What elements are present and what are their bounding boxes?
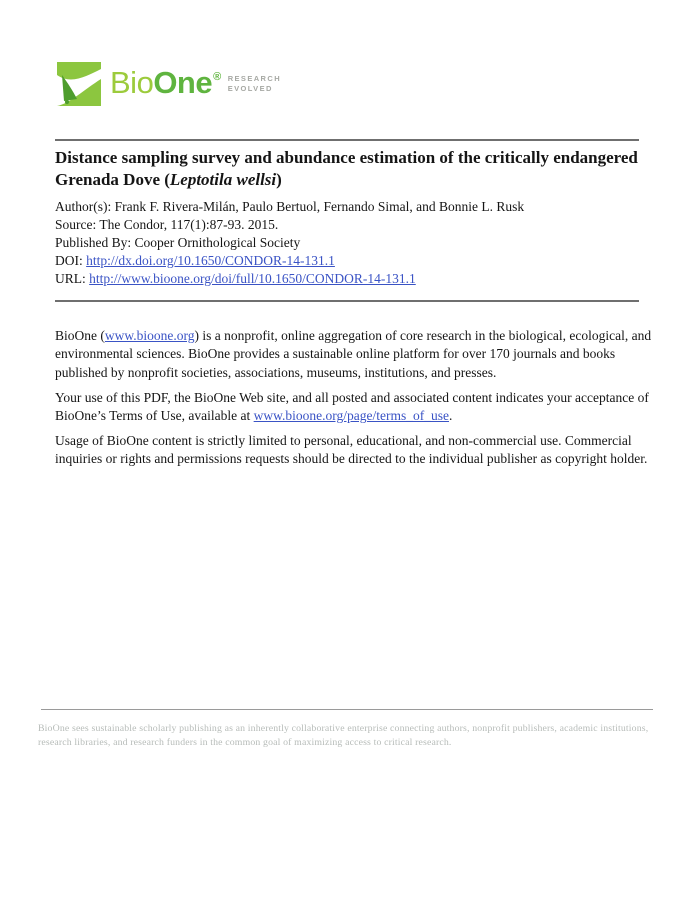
doi-line	[55, 252, 647, 270]
p1-text-after: ) is a nonprofit, online aggregation of core research in the biological, ecological, and environmental sciences. BioOne provides a sustainable online platform for over 170 journals and books published by nonprofit societies, associations, museums, institutions, and presses.	[55, 328, 652, 380]
logo-wordmark	[110, 62, 221, 111]
fulltext-url-link[interactable]: http://www.bioone.org/doi/full/10.1650/CONDOR-14-131.1	[89, 271, 416, 286]
title-species-italic: Leptotila wellsi	[169, 170, 277, 189]
source-line: Source: The Condor, 117(1):87-93. 2015.	[55, 217, 279, 232]
title-suffix: )	[276, 170, 282, 189]
tagline-line-1: RESEARCH	[227, 74, 282, 83]
logo-one-text: One	[153, 65, 213, 100]
p2-text-before: Your use of this PDF, the BioOne Web site, and all posted and associated content indicates your acceptance of BioOne’s Terms of Use, available at	[55, 390, 649, 424]
p1-text-before: BioOne (	[55, 328, 105, 343]
logo-tagline	[228, 74, 281, 93]
logo-bio-text: Bio	[110, 65, 154, 100]
citation-block	[55, 198, 647, 288]
bioone-org-link[interactable]: www.bioone.org	[104, 328, 195, 343]
published-by-line: Published By: Cooper Ornithological Society	[55, 235, 301, 250]
tagline-line-2: EVOLVED	[227, 83, 273, 93]
terms-of-use-link[interactable]: www.bioone.org/page/terms_of_use	[253, 408, 449, 424]
paragraph-terms-of-use	[55, 389, 652, 426]
doi-link[interactable]: http://dx.doi.org/10.1650/CONDOR-14-131.1	[86, 253, 335, 268]
paragraph-usage-restrictions: Usage of BioOne content is strictly limited to personal, educational, and non-commercial use. Commercial inquiries or rights and permissions requests should be directed to the individual publisher as copyright holder.	[55, 433, 648, 467]
paragraph-bioone-description	[55, 327, 652, 382]
url-line	[55, 270, 647, 288]
bioone-leaf-icon	[57, 62, 101, 106]
divider-above-title	[55, 139, 639, 141]
article-title	[55, 147, 647, 191]
authors-line: Author(s): Frank F. Rivera-Milán, Paulo Bertuol, Fernando Simal, and Bonnie L. Rusk	[55, 199, 525, 214]
doi-label: DOI:	[55, 253, 87, 268]
bioone-logo	[57, 62, 281, 111]
p2-text-after: .	[448, 408, 453, 424]
url-label: URL:	[55, 271, 90, 286]
divider-above-footer	[41, 709, 653, 710]
divider-below-citation	[55, 300, 639, 302]
registered-trademark-symbol: ®	[213, 71, 221, 83]
footer-mission-statement: BioOne sees sustainable scholarly publishing as an inherently collaborative enterprise connecting authors, nonprofit publishers, academic institutions, research libraries, and research funders in the common goal of maximizing access to critical research.	[38, 723, 649, 748]
title-text: Distance sampling survey and abundance estimation of the critically endangered Grenada Dove (	[55, 148, 638, 189]
